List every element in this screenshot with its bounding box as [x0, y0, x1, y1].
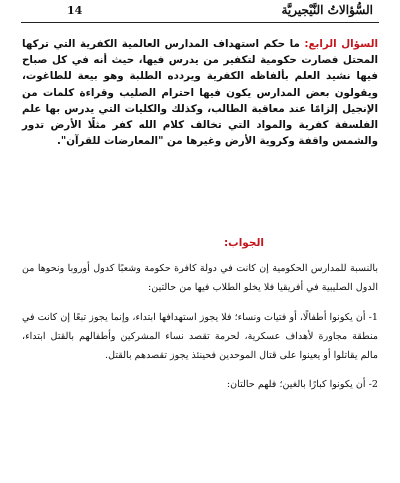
question-block — [22, 36, 378, 149]
page-number: 14 — [67, 4, 83, 17]
question-label: السؤال الرابع: — [304, 38, 378, 50]
page-header — [21, 3, 379, 23]
answer-body — [22, 259, 378, 405]
running-title: السُّؤالاتُ النَّيْجيريَّة — [281, 3, 373, 17]
answer-paragraph: 2- أن يكونوا كبارًا بالغين؛ فلهم حالتان: — [226, 379, 378, 391]
answer-paragraph: 1- أن يكونوا أطفالًا، أو فتيات ونساء؛ فلا يجوز استهدافها ابتداء، وإنما يجوز تبعًا إن كانت في منطقة مجاورة لأهداف عسكرية، لحرمة تقصد نساء المشركين وأطفالهم بالقتل ابتداء، مالم يقاتلوا أو يعينوا على قتال الموحدين فحينئذ يجوز تقصدهم بالقتل. — [22, 311, 378, 362]
answer-label: الجواب: — [223, 237, 264, 249]
question-text: ما حكم استهداف المدارس العالمية الكفرية التي تركها المحتل فصارت حكومية لتكفير من يدرس فيها، حيث أنه في كل صباح فيها نشيد العلم بألفاظه الكفرية ويردده الطلبة وهو بيعة للطاغوت، ويقولون بعض المدارس يكون فيها احترام الصليب وقراءة كلمات من الإنجيل إلزامًا عند معاقبة الطالب، وكذلك والكليات التي يدرس بها علم الفلسفة كفرية والمواد التي تخالف كلام الله كفر مثلًا الأرض تدور والشمس واقفة وكروية الأرض وغيرها من "المعارضات للقرآن". — [22, 38, 378, 148]
answer-paragraph: بالنسبة للمدارس الحكومية إن كانت في دولة كافرة حكومة وشعبًا كدول أوروبا ونحوها من الدول الصليبية في أفريقيا فلا يخلو الطلاب فيها من حالتين: — [22, 263, 378, 294]
